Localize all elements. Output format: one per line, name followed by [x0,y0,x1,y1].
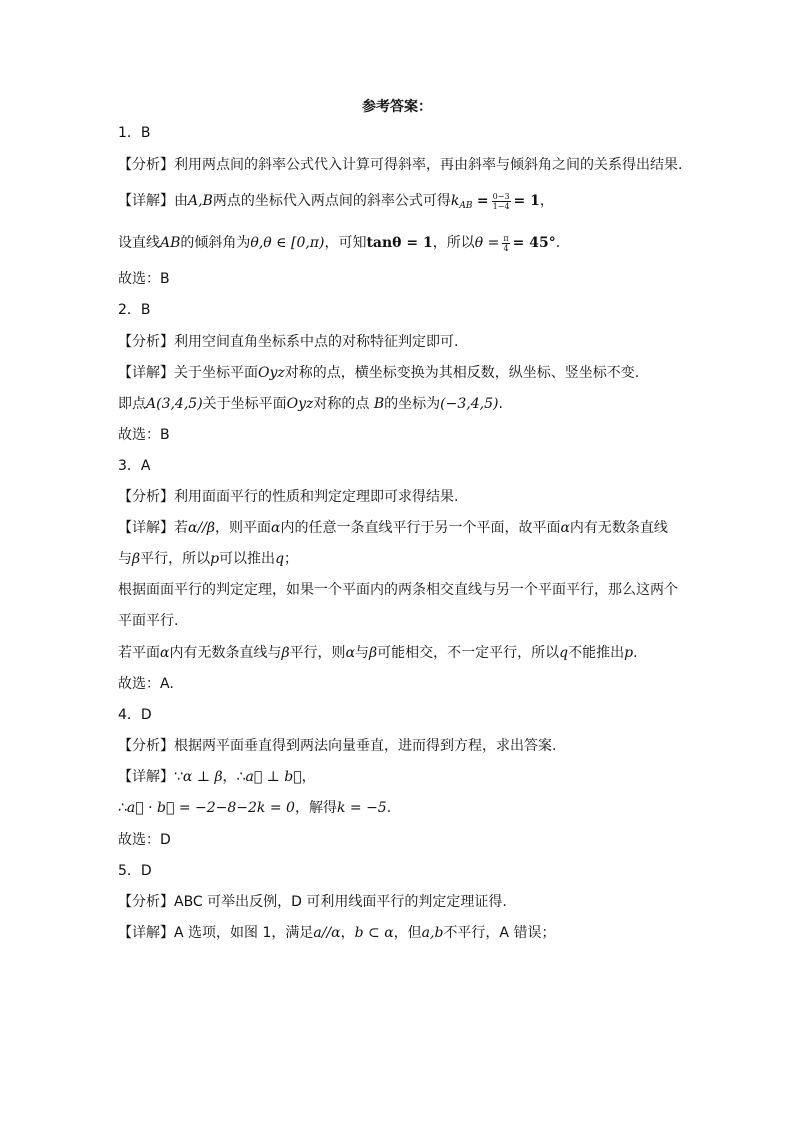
text-segment: ， [340,925,355,941]
math-expr: b ⊂ α [354,925,394,941]
text-segment: 若平面 [118,645,160,661]
analysis-line [118,736,556,756]
text-segment: ， [539,193,554,209]
math-expr: β [132,551,141,567]
choice-line: 故选：A. [118,676,174,692]
fraction-denominator: 1−4 [492,201,510,211]
text-segment: ，但 [393,925,422,941]
analysis-tag: 【分析】 [118,489,174,505]
fraction [502,234,509,253]
text-segment: 设直线 [118,235,160,251]
text-segment: 利用空间直角坐标系中点的对称特征判定即可. [174,334,459,350]
math-expr: θ,θ ∈ [0,π) [250,235,325,251]
detail-tag: 【详解】 [118,769,174,785]
math-expr: k [450,193,460,209]
text-segment: 的倾斜角为 [180,235,251,251]
detail-tag: 【详解】 [118,925,174,941]
text-segment: 利用两点间的斜率公式代入计算可得斜率，再由斜率与倾斜角之间的关系得出结果. [174,157,683,173]
math-expr: α//β [188,520,215,536]
math-expr: = [476,193,489,209]
text-segment: 与 [118,551,132,567]
text-segment: 平行，则 [289,645,346,661]
math-expr: p [624,645,634,661]
analysis-line [118,487,458,507]
math-expr: = 45° [512,235,556,251]
detail-line [118,233,560,253]
text-segment: ，则平面 [214,520,271,536]
analysis-tag: 【分析】 [118,157,174,173]
page-title: 参考答案： [362,99,432,115]
answer-heading: 3．A [118,458,151,474]
answer-heading: 4．D [118,707,152,723]
math-expr: q [559,645,569,661]
math-expr: B [373,396,385,412]
text-segment: . [555,235,561,251]
text-segment: 的坐标为 [384,396,441,412]
math-expr: α ⊥ β [182,769,223,785]
math-expr: a⃗ ⊥ b⃗ [245,769,302,785]
text-segment: 即点 [118,396,146,412]
answer-heading: 5．D [118,863,152,879]
detail-tag: 【详解】 [118,365,174,381]
text-segment: 可以推出 [219,551,276,567]
text-segment: 对称的点 [313,396,374,412]
text-segment: 内有无数条直线 [569,520,668,536]
analysis-line [118,155,682,175]
text-segment: 与 [355,645,370,661]
detail-line [118,798,391,818]
math-expr: α [160,645,170,661]
math-subscript: AB [459,201,473,211]
math-expr: AB [160,235,181,251]
math-expr: Oyz [286,396,314,412]
analysis-line [118,892,507,912]
math-expr: α [345,645,356,661]
math-expr: k = −5 [336,800,387,816]
math-expr: β [281,645,290,661]
text-segment: ； [284,551,299,567]
text-segment: ∵ [174,769,183,785]
math-expr: a//α [313,925,341,941]
text-segment: 根据两平面垂直得到两法向量垂直，进而得到方程，求出答案. [174,738,557,754]
math-expr: A,B [188,193,213,209]
detail-tag: 【详解】 [118,193,174,209]
text-segment: 平行，所以 [140,551,211,567]
text-segment: 关于坐标平面 [202,396,287,412]
math-expr: A(3,4,5) [146,396,203,412]
text-segment: 利用面面平行的性质和判定定理即可求得结果. [174,489,459,505]
fraction-numerator: 0−3 [492,191,510,201]
math-expr: = 1 [513,193,540,209]
fraction [492,192,511,211]
analysis-tag: 【分析】 [118,738,174,754]
text-segment: 可能相交，不一定平行，所以 [377,645,560,661]
fraction-numerator: π [503,233,509,243]
detail-line [118,191,554,211]
text-segment: . [498,396,503,412]
math-expr: a,b [421,925,444,941]
math-expr: tanθ = 1 [366,235,433,251]
detail-line: 平面平行. [118,613,179,629]
analysis-tag: 【分析】 [118,334,174,350]
text-segment: ，∴ [222,769,246,785]
text-segment: ABC 可举出反例，D 可利用线面平行的判定定理证得. [174,894,507,910]
math-expr: a⃗ · b⃗ = −2−8−2k = 0 [126,800,295,816]
answer-heading: 1．B [118,125,151,141]
detail-line [118,363,639,383]
choice-line: 故选：B [118,427,170,443]
text-segment: ，解得 [294,800,337,816]
analysis-tag: 【分析】 [118,894,174,910]
text-segment: 若 [174,520,188,536]
detail-line [118,549,298,569]
detail-line [118,643,638,663]
text-segment: ， [301,769,316,785]
text-segment: 内的任意一条直线平行于另一个平面，故平面 [280,520,561,536]
text-segment: . [633,645,638,661]
math-expr: α [270,520,281,536]
math-expr: α [560,520,570,536]
text-segment: 两点的坐标代入两点间的斜率公式可得 [212,193,451,209]
text-segment: 对称的点，横坐标变换为其相反数，纵坐标、竖坐标不变. [284,365,640,381]
detail-line [118,923,555,943]
text-segment: 由 [174,193,188,209]
math-expr: Oyz [258,365,285,381]
detail-line [118,518,668,538]
text-segment: ∴ [118,800,127,816]
detail-line: 根据面面平行的判定定理，如果一个平面内的两条相交直线与另一个平面平行，那么这两个 [118,582,678,598]
math-expr: q [275,551,285,567]
choice-line: 故选：D [118,832,171,848]
fraction-denominator: 4 [503,243,509,253]
text-segment: 关于坐标平面 [174,365,258,381]
text-segment: ，所以 [432,235,475,251]
math-expr: β [369,645,378,661]
detail-line [118,767,316,787]
text-segment: 不平行，A 错误； [443,925,556,941]
math-expr: θ = [474,235,500,251]
choice-line: 故选：B [118,271,170,287]
text-segment: 不能推出 [568,645,625,661]
text-segment: A 选项，如图 1，满足 [174,925,314,941]
text-segment: 内有无数条直线与 [169,645,282,661]
text-segment: ，可知 [324,235,367,251]
answer-heading: 2．B [118,302,151,318]
math-expr: (−3,4,5) [440,396,499,412]
detail-line [118,394,503,414]
analysis-line [118,332,458,352]
text-segment: . [386,800,392,816]
math-expr: p [210,551,220,567]
detail-tag: 【详解】 [118,520,174,536]
